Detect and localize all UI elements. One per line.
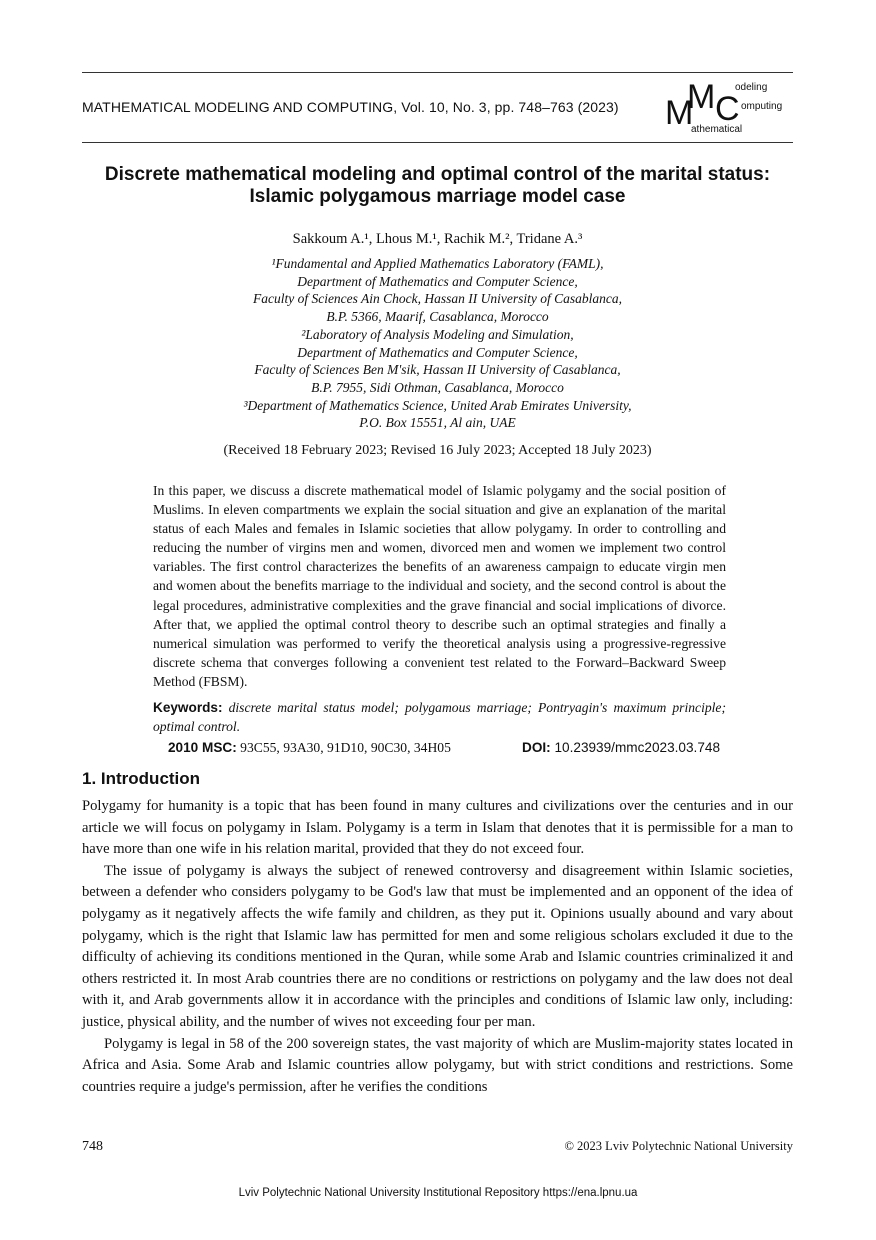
copyright: © 2023 Lviv Polytechnic National University bbox=[564, 1139, 793, 1153]
journal-logo: M M C odeling omputing athematical bbox=[665, 78, 783, 135]
journal-header: MATHEMATICAL MODELING AND COMPUTING, Vol. 10, No. 3, pp. 748–763 (2023) bbox=[82, 99, 619, 115]
received-dates: (Received 18 February 2023; Revised 16 July 2023; Accepted 18 July 2023) bbox=[223, 443, 652, 458]
msc-codes: 2010 MSC: 93C55, 93A30, 91D10, 90C30, 34H05 bbox=[168, 740, 451, 755]
authors: Sakkoum A.¹, Lhous M.¹, Rachik M.², Tridane A.³ bbox=[292, 231, 583, 247]
top-rule bbox=[82, 72, 793, 73]
paragraph: Polygamy for humanity is a topic that has been found in many cultures and civilizations over the centuries and in our article we will focus on polygamy in Islam. Polygamy is a term in Islam that denotes that it is permissible for a man to have more than one wife in his relation marital, provided that they do not exceed four. bbox=[82, 798, 793, 858]
page-number: 748 bbox=[82, 1139, 103, 1154]
affiliations: ¹Fundamental and Applied Mathematics Laboratory (FAML), Department of Mathematics and Computer Science, Faculty of Sciences Ain Chock, Hassan II University of Casablanca, B.P. 5366, Maarif, Casablanca, Morocco ²Laboratory of Analysis Modeling and Simulation, Department of Mathematics and Computer Science, Faculty of Sciences Ben M'sik, Hassan II University of Casablanca, B.P. 7955, Sidi Othman, Casablanca, Morocco ³Department of Mathematics Science, United Arab Emirates University, P.O. Box 15551, Al ain, UAE bbox=[243, 256, 632, 431]
section-heading: 1. Introduction bbox=[82, 769, 201, 788]
paragraph: The issue of polygamy is always the subject of renewed controversy and disagreement within Islamic societies, between a defender who considers polygamy to be God's law that must be implemented and an opponent of the idea of polygamy as it negatively affects the wife family and children, as they put it. Opinions usually abound and vary about polygamy, which is the right that Islamic law has permitted for men and some religious scholars excluded it due to the difficulty of achieving its conditions mentioned in the Quran, while some Arab and Islamic countries criminalized it and others restricted it. In most Arab countries there are no conditions or restrictions on polygamy and the law does not deal with it, and Arab governments allow it in accordance with the principles and conditions of Islamic law only, including: justice, physical ability, and the number of wives not exceeding four per man. bbox=[82, 862, 793, 1030]
body-text bbox=[82, 796, 793, 1098]
doi-link[interactable]: 10.23939/mmc2023.03.748 bbox=[554, 740, 720, 755]
repository-footer: Lviv Polytechnic National University Institutional Repository https://ena.lpnu.ua bbox=[238, 1187, 638, 1199]
abstract: In this paper, we discuss a discrete mathematical model of Islamic polygamy and the social position of Muslims. In eleven compartments we explain the social situation and give an explanation of the marital status of each Males and females in Islamic societies that allow polygamy. In order to controlling and reducing the number of virgins men and women, divorced men and women we implement two control variables. The first control characterizes the benefits of an awareness campaign to educate virgin men and women about the benefits marriage to the individual and society, and the second control is about the legal procedures, administrative complexities and the grave financial and social implications of divorce. After that, we applied the optimal control theory to describe such an optimal strategies and finally a numerical simulation was performed to verify the theoretical analysis using a progressive-regressive discrete schema that converges following a convenient test related to the Forward–Backward Sweep Method (FBSM). bbox=[153, 483, 726, 689]
doi: DOI: 10.23939/mmc2023.03.748 bbox=[522, 740, 720, 755]
header-bottom-rule bbox=[82, 142, 793, 143]
keywords: Keywords: discrete marital status model; polygamous marriage; Pontryagin's maximum principle; optimal control. bbox=[153, 700, 726, 734]
paragraph: Polygamy is legal in 58 of the 200 sovereign states, the vast majority of which are Muslim-majority states located in Africa and Asia. Some Arab and Islamic countries allow polygamy, but with strict conditions and restrictions. Some countries require a judge's permission, after he verifies the conditions bbox=[82, 1035, 793, 1095]
paper-title: Discrete mathematical modeling and optimal control of the marital status: Islamic polygamous marriage model case bbox=[104, 164, 771, 207]
